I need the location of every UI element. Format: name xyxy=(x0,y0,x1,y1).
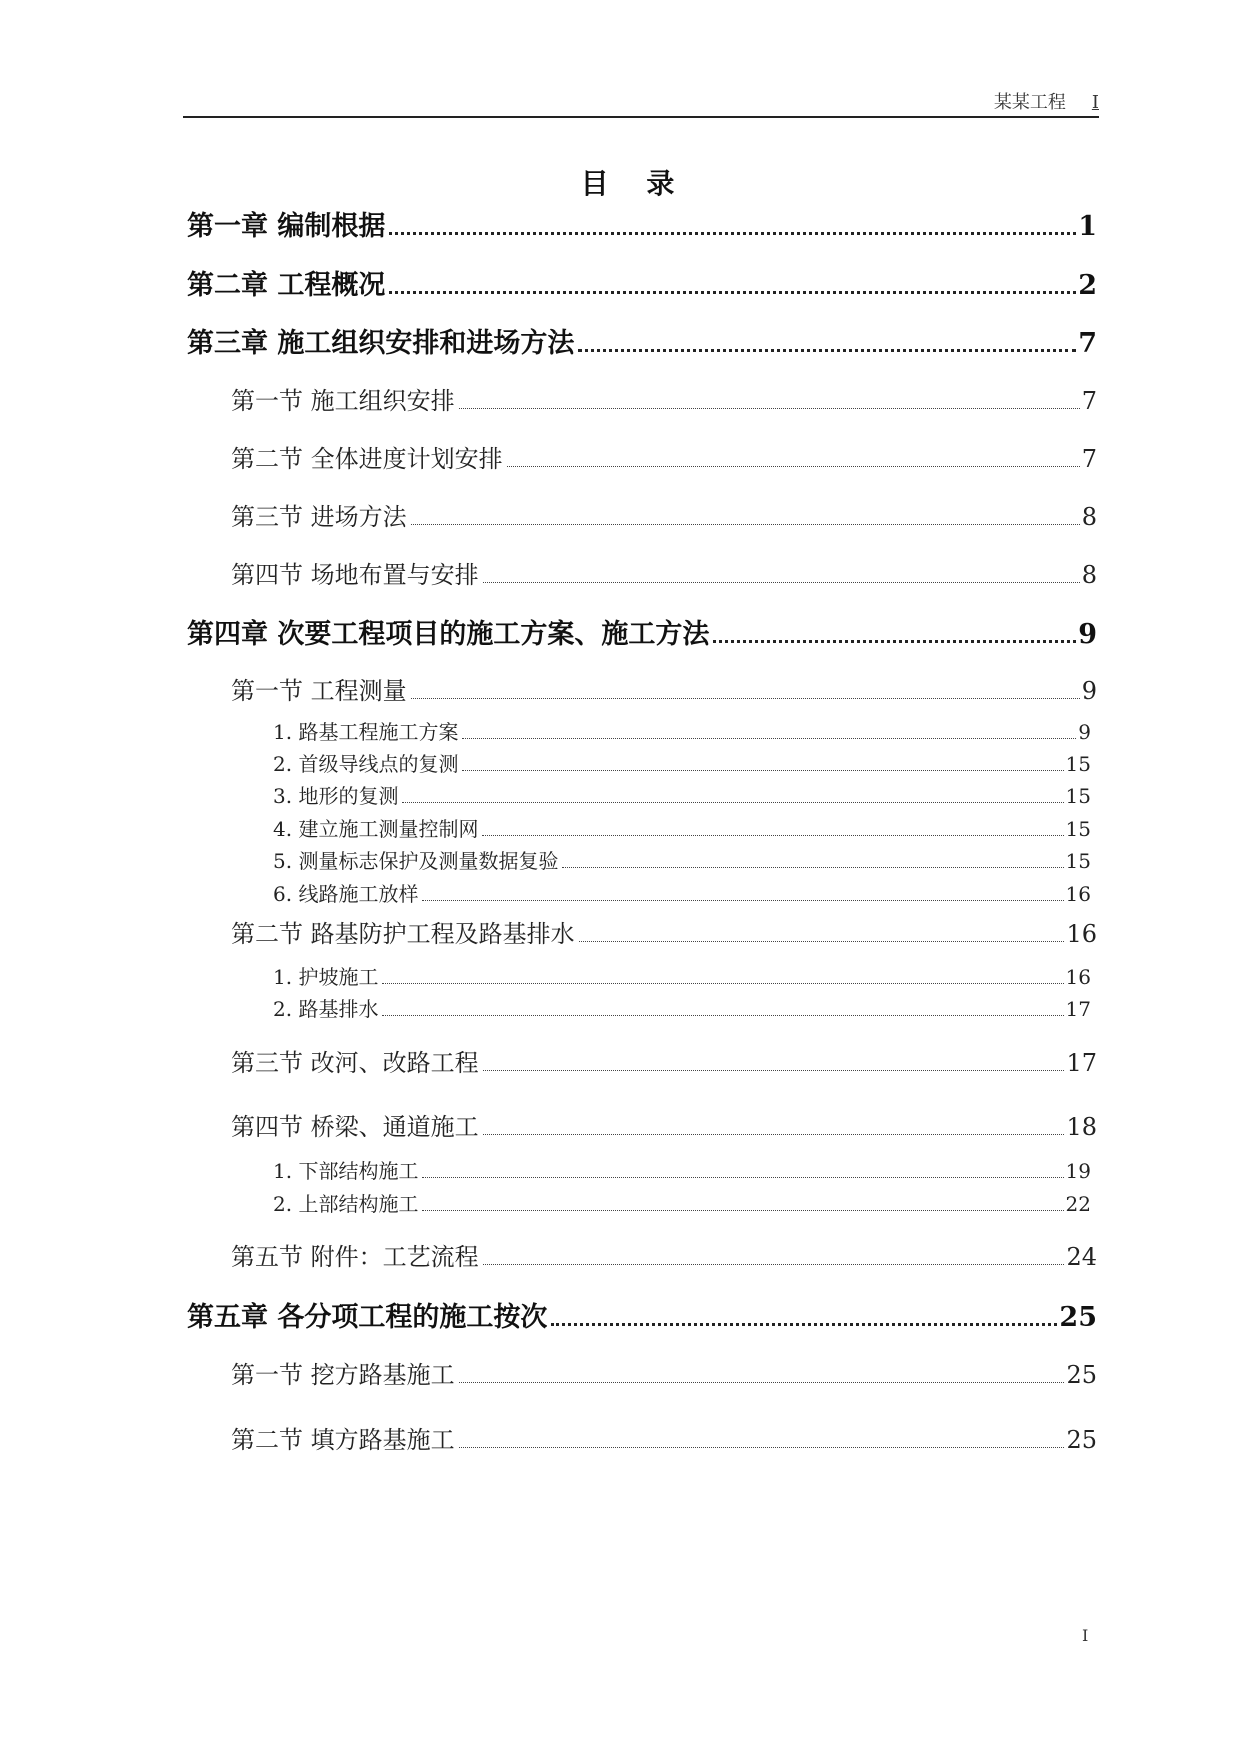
toc-item[interactable] xyxy=(273,813,1091,842)
toc-entry-page: 18 xyxy=(1066,1113,1097,1141)
toc-entry-label: 第五章 各分项工程的施工按次 xyxy=(187,1302,548,1333)
toc-entry-label: 1. 路基工程施工方案 xyxy=(273,720,459,744)
dot-leader xyxy=(389,232,1076,235)
toc-entry-page: 15 xyxy=(1065,752,1091,776)
toc-entry-page: 22 xyxy=(1065,1192,1091,1216)
toc-entry-page: 9 xyxy=(1078,720,1091,744)
footer-page-number: I xyxy=(1082,1626,1089,1645)
toc-entry-page: 7 xyxy=(1081,387,1097,415)
dot-leader xyxy=(422,900,1063,901)
dot-leader xyxy=(551,1323,1057,1326)
toc-entry-label: 1. 护坡施工 xyxy=(273,965,379,989)
dot-leader xyxy=(402,802,1063,803)
dot-leader xyxy=(483,1134,1065,1135)
toc-entry-page: 19 xyxy=(1065,1159,1091,1183)
toc-entry-label: 第三节 进场方法 xyxy=(231,503,407,531)
toc-section[interactable] xyxy=(231,1107,1097,1142)
toc-item[interactable] xyxy=(273,1188,1091,1217)
toc-entry-page: 2 xyxy=(1078,270,1097,301)
toc-chapter-1[interactable] xyxy=(187,204,1097,243)
dot-leader xyxy=(422,1210,1063,1211)
dot-leader xyxy=(483,582,1080,583)
toc-entry-label: 第二节 填方路基施工 xyxy=(231,1426,455,1454)
toc-chapter-4[interactable] xyxy=(187,612,1097,651)
toc-entry-page: 17 xyxy=(1065,997,1091,1021)
toc-chapter-5[interactable] xyxy=(187,1295,1097,1334)
dot-leader xyxy=(483,1070,1065,1071)
toc-title: 目 录 xyxy=(580,167,689,200)
toc-entry-label: 第一节 工程测量 xyxy=(231,677,407,705)
toc-entry-label: 3. 地形的复测 xyxy=(273,784,399,808)
dot-leader xyxy=(462,738,1076,739)
dot-leader xyxy=(562,867,1063,868)
toc-section[interactable] xyxy=(231,381,1097,416)
toc-entry-label: 第四节 桥梁、通道施工 xyxy=(231,1113,479,1141)
toc-entry-page: 8 xyxy=(1081,503,1097,531)
toc-item[interactable] xyxy=(273,878,1091,907)
toc-section[interactable] xyxy=(231,497,1097,532)
toc-item[interactable] xyxy=(273,780,1091,809)
toc-item[interactable] xyxy=(273,961,1091,990)
toc-entry-page: 17 xyxy=(1066,1049,1097,1077)
dot-leader xyxy=(483,1264,1065,1265)
toc-entry-page: 8 xyxy=(1081,561,1097,589)
toc-entry-label: 2. 上部结构施工 xyxy=(273,1192,419,1216)
toc-entry-page: 7 xyxy=(1078,328,1097,359)
toc-entry-label: 6. 线路施工放样 xyxy=(273,882,419,906)
toc-entry-page: 15 xyxy=(1065,849,1091,873)
toc-entry-label: 第一章 编制根据 xyxy=(187,211,386,242)
toc-entry-label: 5. 测量标志保护及测量数据复验 xyxy=(273,849,559,873)
page-header xyxy=(183,86,1099,118)
dot-leader xyxy=(579,941,1065,942)
toc-entry-label: 第一节 施工组织安排 xyxy=(231,387,455,415)
toc-entry-label: 2. 首级导线点的复测 xyxy=(273,752,459,776)
toc-entry-label: 第二章 工程概况 xyxy=(187,270,386,301)
toc-entry-label: 4. 建立施工测量控制网 xyxy=(273,817,479,841)
toc-entry-page: 9 xyxy=(1078,619,1097,650)
header-right xyxy=(994,88,1099,114)
toc-entry-label: 第二节 全体进度计划安排 xyxy=(231,445,503,473)
toc-entry-label: 第四节 场地布置与安排 xyxy=(231,561,479,589)
toc-entry-label: 第三章 施工组织安排和进场方法 xyxy=(187,328,575,359)
toc-entry-page: 16 xyxy=(1065,882,1091,906)
toc-entry-page: 16 xyxy=(1065,965,1091,989)
toc-item[interactable] xyxy=(273,716,1091,745)
toc-entry-label: 第五节 附件：工艺流程 xyxy=(231,1243,479,1271)
toc-entry-page: 16 xyxy=(1066,920,1097,948)
toc-item[interactable] xyxy=(273,845,1091,874)
toc-entry-page: 9 xyxy=(1081,677,1097,705)
dot-leader xyxy=(713,640,1076,643)
dot-leader xyxy=(482,835,1063,836)
toc-chapter-3[interactable] xyxy=(187,321,1097,360)
dot-leader xyxy=(459,1382,1065,1383)
dot-leader xyxy=(411,698,1080,699)
toc-section[interactable] xyxy=(231,439,1097,474)
toc-section[interactable] xyxy=(231,555,1097,590)
dot-leader xyxy=(459,1447,1065,1448)
toc-entry-page: 7 xyxy=(1081,445,1097,473)
header-page-number: I xyxy=(1091,92,1099,113)
toc-section[interactable] xyxy=(231,1237,1097,1272)
toc-item[interactable] xyxy=(273,993,1091,1022)
toc-entry-page: 24 xyxy=(1066,1243,1097,1271)
toc-entry-label: 1. 下部结构施工 xyxy=(273,1159,419,1183)
toc-section[interactable] xyxy=(231,1355,1097,1390)
toc-entry-page: 25 xyxy=(1059,1302,1097,1333)
toc-entry-label: 第四章 次要工程项目的施工方案、施工方法 xyxy=(187,619,710,650)
toc-entry-label: 第二节 路基防护工程及路基排水 xyxy=(231,920,575,948)
header-title: 某某工程 xyxy=(993,92,1066,113)
toc-section[interactable] xyxy=(231,914,1097,949)
toc-section[interactable] xyxy=(231,671,1097,706)
toc-section[interactable] xyxy=(231,1420,1097,1455)
dot-leader xyxy=(507,466,1080,467)
toc-entry-label: 第三节 改河、改路工程 xyxy=(231,1049,479,1077)
dot-leader xyxy=(578,349,1076,352)
dot-leader xyxy=(389,291,1076,294)
toc-entry-page: 1 xyxy=(1078,211,1097,242)
dot-leader xyxy=(382,983,1063,984)
dot-leader xyxy=(422,1177,1063,1178)
toc-entry-page: 25 xyxy=(1066,1361,1097,1389)
toc-entry-label: 第一节 挖方路基施工 xyxy=(231,1361,455,1389)
toc-section[interactable] xyxy=(231,1043,1097,1078)
toc-entry-page: 15 xyxy=(1065,784,1091,808)
dot-leader xyxy=(459,408,1080,409)
toc-item[interactable] xyxy=(273,748,1091,777)
toc-item[interactable] xyxy=(273,1155,1091,1184)
toc-entry-page: 15 xyxy=(1065,817,1091,841)
dot-leader xyxy=(462,770,1063,771)
toc-entry-label: 2. 路基排水 xyxy=(273,997,379,1021)
toc-chapter-2[interactable] xyxy=(187,263,1097,302)
toc-entry-page: 25 xyxy=(1066,1426,1097,1454)
dot-leader xyxy=(411,524,1080,525)
dot-leader xyxy=(382,1015,1063,1016)
